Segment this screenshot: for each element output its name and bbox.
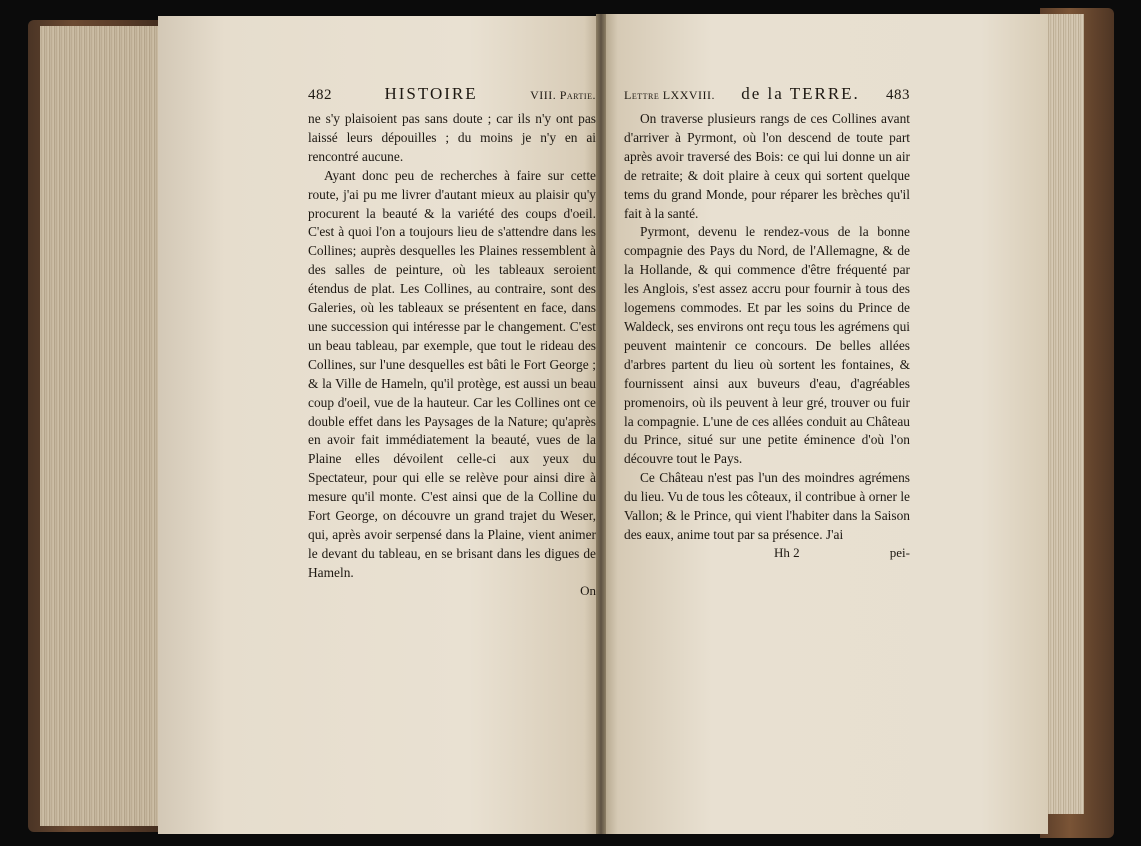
signature-mark: Hh 2 (774, 544, 800, 560)
left-page-number: 482 (308, 87, 332, 103)
right-page-letter: Lettre LXXVIII. (624, 88, 716, 102)
left-paragraph-1: ne s'y plaisoient pas sans doute ; car ils n'y ont pas laissé leurs dépouilles ; du moins je n'y en ai rencontré aucune. (308, 111, 596, 164)
right-paragraph-1: On traverse plusieurs rangs de ces Collines avant d'arriver à Pyrmont, où l'on descend de toute part après avoir traversé des Bois: ce qui lui donne un air de retraite; & doit plaire à ceux qui sortent quelque tems du grand Monde, pour réparer les brèches qu'il fait à la santé. (624, 111, 910, 221)
left-page-title: HISTOIRE (384, 84, 478, 103)
right-page-number: 483 (886, 87, 910, 103)
right-running-head (624, 84, 910, 104)
left-page-text (308, 84, 596, 599)
left-page-part: VIII. Partie. (530, 88, 596, 102)
book-gutter (596, 14, 606, 834)
left-paragraph-2: Ayant donc peu de recherches à faire sur cette route, j'ai pu me livrer d'autant mieux au plaisir qu'y procurent la beauté & la variété des coups d'oeil. C'est à quoi l'on a toujours lieu de s'attendre dans les Collines; auprès desquelles les Plaines ressemblent à des salles de peinture, où les tableaux seroient étendus de plat. Les Collines, au contraire, sont des Galeries, où les tableaux se présentent en face, dans une succession qui intéresse par le changement. C'est un beau tableau, par exemple, que tout le rideau des Collines, sur l'une desquelles est bâti le Fort George ; & la Ville de Hameln, qu'il protège, est aussi un beau coup d'oeil, vue de la hauteur. Car les Collines ont ce double effet dans les Paysages de la Nature; qu'après en avoir fait immédiatement la beauté, vues de la Plaine elles dévoilent celle-ci aux yeux du Spectateur, pour qui elle se relève pour ainsi dire à mesure qu'il monte. C'est ainsi que de la Colline du Fort George, on découvre un grand trajet du Weser, qui, après avoir serpensé dans la Plaine, vient animer le devant du tableau, en se brisant dans les digues de Hameln. (308, 167, 596, 580)
right-footer (624, 545, 910, 561)
left-catchword: On (580, 582, 596, 598)
right-paragraph-2: Pyrmont, devenu le rendez-vous de la bonne compagnie des Pays du Nord, de l'Allemagne, & de la Hollande, & qui commence d'être fréquenté par les Anglois, s'est assez accru pour fournir à tous des logemens commodes. Et par les soins du Prince de Waldeck, ses environs ont reçu tous les agrémens qui peuvent maintenir ce concours. De belles allées d'arbres partent du lieu où sortent les fontaines, & fournissent ainsi aux buveurs d'eau, d'agréables promenoirs, où ils peuvent à leur gré, trouver ou fuir la compagnie. L'une de ces allées conduit au Château du Prince, situé sur une petite éminence d'où l'on découvre tout le Pays. (624, 224, 910, 467)
left-running-head (308, 84, 596, 104)
right-catchword: pei- (889, 544, 910, 560)
page-edges-left (40, 26, 170, 826)
right-page-title: de la TERRE. (741, 84, 860, 103)
right-paragraph-3: Ce Château n'est pas l'un des moindres agrémens du lieu. Vu de tous les côteaux, il contribue à orner le Vallon; & le Prince, qui vient l'habiter dans la Saison des eaux, anime tout par sa présence. J'ai (624, 470, 910, 542)
page-edges-right (1044, 14, 1084, 814)
right-page-text (624, 84, 910, 561)
